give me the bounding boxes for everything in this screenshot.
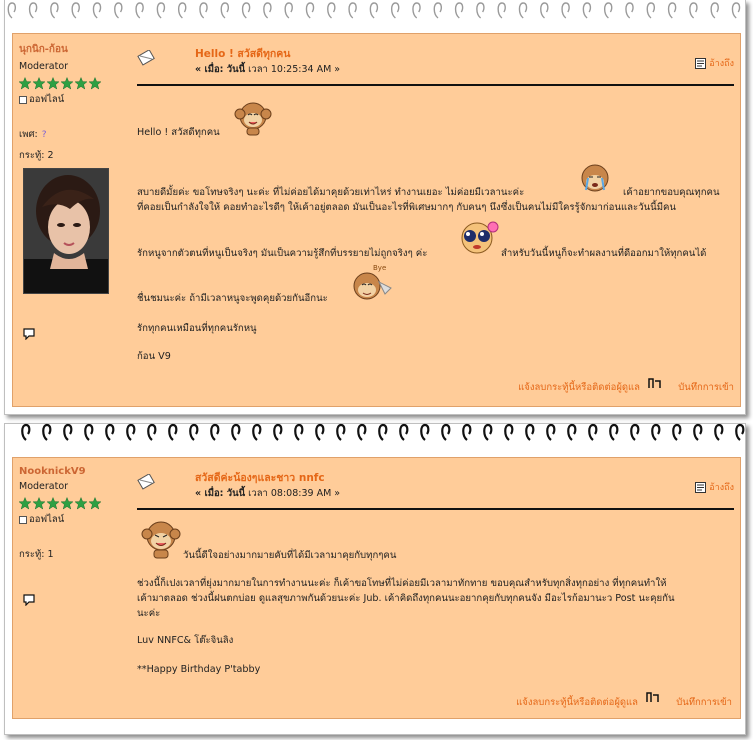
post-line: Hello ! สวัสดีทุกคน bbox=[137, 127, 220, 138]
post-line: ชื่นชมนะค่ะ ถ้ามีเวลาหนูจะพูดคุยด้วยกันอีกนะ bbox=[137, 293, 328, 304]
binding-ring bbox=[715, 425, 722, 440]
binding-ring bbox=[43, 425, 50, 440]
binding-ring bbox=[106, 425, 113, 440]
post-count: กระทู้: 2 bbox=[19, 150, 54, 161]
binding-ring bbox=[22, 425, 29, 440]
binding-ring bbox=[190, 425, 197, 440]
binding-ring bbox=[413, 3, 420, 18]
post-count: กระทู้: 1 bbox=[19, 549, 54, 560]
stars-icon bbox=[19, 497, 103, 510]
post-line: Luv NNFC& โต๊ะจินลิง bbox=[137, 635, 234, 646]
sparkle-eyes-emoticon bbox=[455, 220, 501, 259]
ip-log-link[interactable]: บันทึกการเข้า bbox=[678, 382, 734, 393]
quote-label: อ้างถึง bbox=[709, 59, 734, 69]
ip-log-icon[interactable] bbox=[648, 377, 662, 392]
gender-label: เพศ: bbox=[19, 129, 38, 140]
binding-ring bbox=[115, 3, 122, 18]
binding-ring bbox=[8, 3, 15, 18]
post-line: ช่วงนี้ก็เปงเวลาที่ยุ่งมากมายในการทำงานนะค่ะ ก็เค้าขอโทษที่ไม่ค่อยมีเวลามาทักทาย ขอบคุณสำหรับทุกสิ่งทุกอย่าง ที่ทุกคนทำให้ bbox=[137, 578, 667, 589]
binding-ring bbox=[169, 425, 176, 440]
post-line: สำหรับวันนี้หนูก็จะทำผลงานที่ดีออกมาให้ทุกคนได้ bbox=[501, 248, 707, 259]
binding-ring bbox=[477, 3, 484, 18]
author-name[interactable]: นุกนิก-ก้อน bbox=[19, 44, 68, 55]
binding-ring bbox=[211, 425, 218, 440]
binding-ring bbox=[456, 3, 463, 18]
binding-ring bbox=[463, 425, 470, 440]
spiral-binding-top bbox=[0, 0, 753, 24]
binding-ring bbox=[711, 3, 718, 18]
question-icon: ? bbox=[41, 130, 47, 140]
binding-ring bbox=[295, 425, 302, 440]
offline-icon bbox=[19, 96, 27, 104]
binding-ring bbox=[505, 425, 512, 440]
binding-ring bbox=[232, 425, 239, 440]
report-icon[interactable] bbox=[23, 328, 35, 343]
binding-ring bbox=[349, 3, 356, 18]
bye-text: Bye bbox=[373, 264, 387, 272]
binding-ring bbox=[64, 425, 71, 440]
post-line: ก้อน V9 bbox=[137, 351, 171, 362]
binding-ring bbox=[72, 3, 79, 18]
offline-icon bbox=[19, 516, 27, 524]
binding-ring bbox=[148, 425, 155, 440]
binding-ring bbox=[434, 3, 441, 18]
author-role: Moderator bbox=[19, 61, 69, 72]
quote-button[interactable] bbox=[695, 56, 734, 70]
binding-ring bbox=[370, 3, 377, 18]
binding-ring bbox=[400, 425, 407, 440]
status-label: ออฟไลน์ bbox=[29, 94, 65, 105]
post-author-panel bbox=[19, 42, 119, 163]
post-line: รักทุกคนเหมือนที่ทุกคนรักหนู bbox=[137, 323, 257, 334]
crying-monkey-emoticon bbox=[574, 162, 616, 199]
status-label: ออฟไลน์ bbox=[29, 514, 65, 525]
forum-post-1 bbox=[12, 33, 741, 407]
binding-ring bbox=[30, 3, 37, 18]
avatar bbox=[23, 168, 109, 294]
binding-ring bbox=[358, 425, 365, 440]
monkey-emoticon bbox=[139, 516, 183, 563]
post-date bbox=[195, 486, 340, 501]
rank-stars bbox=[19, 77, 119, 89]
post-line: นะค่ะ bbox=[137, 608, 161, 619]
binding-ring bbox=[647, 3, 654, 18]
binding-ring bbox=[526, 425, 533, 440]
binding-ring bbox=[93, 3, 100, 18]
post-line: เค้าอยากขอบคุณทุกคน bbox=[623, 187, 720, 198]
report-icon[interactable] bbox=[23, 594, 35, 609]
quote-icon bbox=[695, 482, 706, 493]
binding-ring bbox=[568, 425, 575, 440]
quote-button[interactable] bbox=[695, 480, 734, 494]
post-line: ที่คอยเป็นกำลังใจให้ คอยทำอะไรดีๆ ให้เค้าอยู่ตลอด มันเป็นอะไรที่พิเศษมากๆ กับคนๆ นึงซึ่งเป็นคนไม่มีใครรู้จักมาก่อนและวันนี้มีคน bbox=[137, 202, 676, 213]
report-link[interactable]: แจ้งลบกระทู้นี้หรือติดต่อผู้ดูแล bbox=[518, 382, 640, 393]
binding-ring bbox=[673, 425, 680, 440]
binding-ring bbox=[264, 3, 271, 18]
post-line: รักหนูจากตัวตนที่หนูเป็นจริงๆ มันเป็นความรู้สึกที่บรรยายไม่ถูกจริงๆ ค่ะ bbox=[137, 248, 428, 259]
binding-ring bbox=[379, 425, 386, 440]
gender-field bbox=[19, 127, 119, 142]
binding-ring bbox=[519, 3, 526, 18]
forum-post-2 bbox=[12, 457, 741, 719]
binding-ring bbox=[669, 3, 676, 18]
message-icon bbox=[137, 50, 157, 69]
binding-ring bbox=[274, 425, 281, 440]
binding-ring bbox=[85, 425, 92, 440]
binding-ring bbox=[243, 3, 250, 18]
rank-stars bbox=[19, 497, 119, 509]
binding-ring bbox=[200, 3, 207, 18]
binding-ring bbox=[541, 3, 548, 18]
binding-ring bbox=[316, 425, 323, 440]
binding-ring bbox=[442, 425, 449, 440]
binding-ring bbox=[306, 3, 313, 18]
binding-ring bbox=[136, 3, 143, 18]
binding-ring bbox=[127, 425, 134, 440]
post-divider bbox=[137, 508, 734, 510]
online-status bbox=[19, 512, 119, 527]
monkey-emoticon bbox=[233, 98, 273, 139]
binding-ring bbox=[583, 3, 590, 18]
binding-ring bbox=[736, 425, 743, 440]
message-icon bbox=[137, 474, 157, 493]
binding-ring bbox=[605, 3, 612, 18]
binding-ring bbox=[732, 3, 739, 18]
quote-icon bbox=[695, 58, 706, 69]
author-role: Moderator bbox=[19, 481, 69, 492]
binding-ring bbox=[337, 425, 344, 440]
ip-log-link[interactable]: บันทึกการเข้า bbox=[676, 697, 732, 708]
date-time: เวลา 08:08:39 AM » bbox=[248, 488, 341, 499]
binding-ring bbox=[328, 3, 335, 18]
stars-icon bbox=[19, 77, 103, 90]
binding-ring bbox=[392, 3, 399, 18]
post-date bbox=[195, 62, 340, 77]
binding-ring bbox=[626, 3, 633, 18]
binding-ring bbox=[157, 3, 164, 18]
post-line: วันนี้ดีใจอย่างมากมายคับที่ได้มีเวลามาคุยกับทุกๆคน bbox=[183, 550, 397, 561]
binding-ring bbox=[610, 425, 617, 440]
date-time: เวลา 10:25:34 AM » bbox=[248, 64, 341, 75]
report-link[interactable]: แจ้งลบกระทู้นี้หรือติดต่อผู้ดูแล bbox=[516, 697, 638, 708]
binding-ring bbox=[253, 425, 260, 440]
post-content bbox=[137, 34, 734, 408]
post-line: **Happy Birthday P'tabby bbox=[137, 664, 261, 675]
binding-ring bbox=[547, 425, 554, 440]
post-subject[interactable]: Hello ! สวัสดีทุกคน bbox=[195, 48, 291, 60]
online-status bbox=[19, 92, 119, 107]
post-divider bbox=[137, 84, 734, 86]
binding-ring bbox=[498, 3, 505, 18]
binding-ring bbox=[652, 425, 659, 440]
binding-ring bbox=[484, 425, 491, 440]
post-content bbox=[137, 458, 734, 720]
binding-ring bbox=[179, 3, 186, 18]
date-prefix: « เมื่อ: วันนี้ bbox=[195, 488, 246, 499]
post-author-panel bbox=[19, 466, 119, 562]
post-line: เค้ามาตลอด ช่วงนี้ฝนตกบ่อย ดูแลสุขภาพกันด้วยนะค่ะ Jub. เค้าคิดถึงทุกคนนะอยากคุยกับทุกคนจัง มีอะไรก้อมานะว Post นะคุยกัน bbox=[137, 593, 675, 604]
ip-log-icon[interactable] bbox=[646, 691, 660, 706]
binding-ring bbox=[285, 3, 292, 18]
bye-monkey-emoticon bbox=[349, 262, 395, 305]
author-name[interactable]: NooknickV9 bbox=[19, 466, 86, 477]
binding-ring bbox=[51, 3, 58, 18]
binding-ring bbox=[562, 3, 569, 18]
binding-ring bbox=[221, 3, 228, 18]
binding-ring bbox=[694, 425, 701, 440]
binding-ring bbox=[631, 425, 638, 440]
binding-ring bbox=[690, 3, 697, 18]
quote-label: อ้างถึง bbox=[709, 483, 734, 493]
post-line: สบายดีมั้ยค่ะ ขอโทษจริงๆ นะค่ะ ที่ไม่ค่อยได้มาคุยด้วยเท่าไหร่ ทำงานเยอะ ไม่ค่อยมีเวลานะค่ะ bbox=[137, 187, 525, 198]
binding-ring bbox=[421, 425, 428, 440]
post-subject[interactable]: สวัสดีค่ะน้องๆและชาว nnfc bbox=[195, 472, 325, 484]
date-prefix: « เมื่อ: วันนี้ bbox=[195, 64, 246, 75]
binding-ring bbox=[589, 425, 596, 440]
spiral-binding-middle bbox=[0, 422, 753, 444]
